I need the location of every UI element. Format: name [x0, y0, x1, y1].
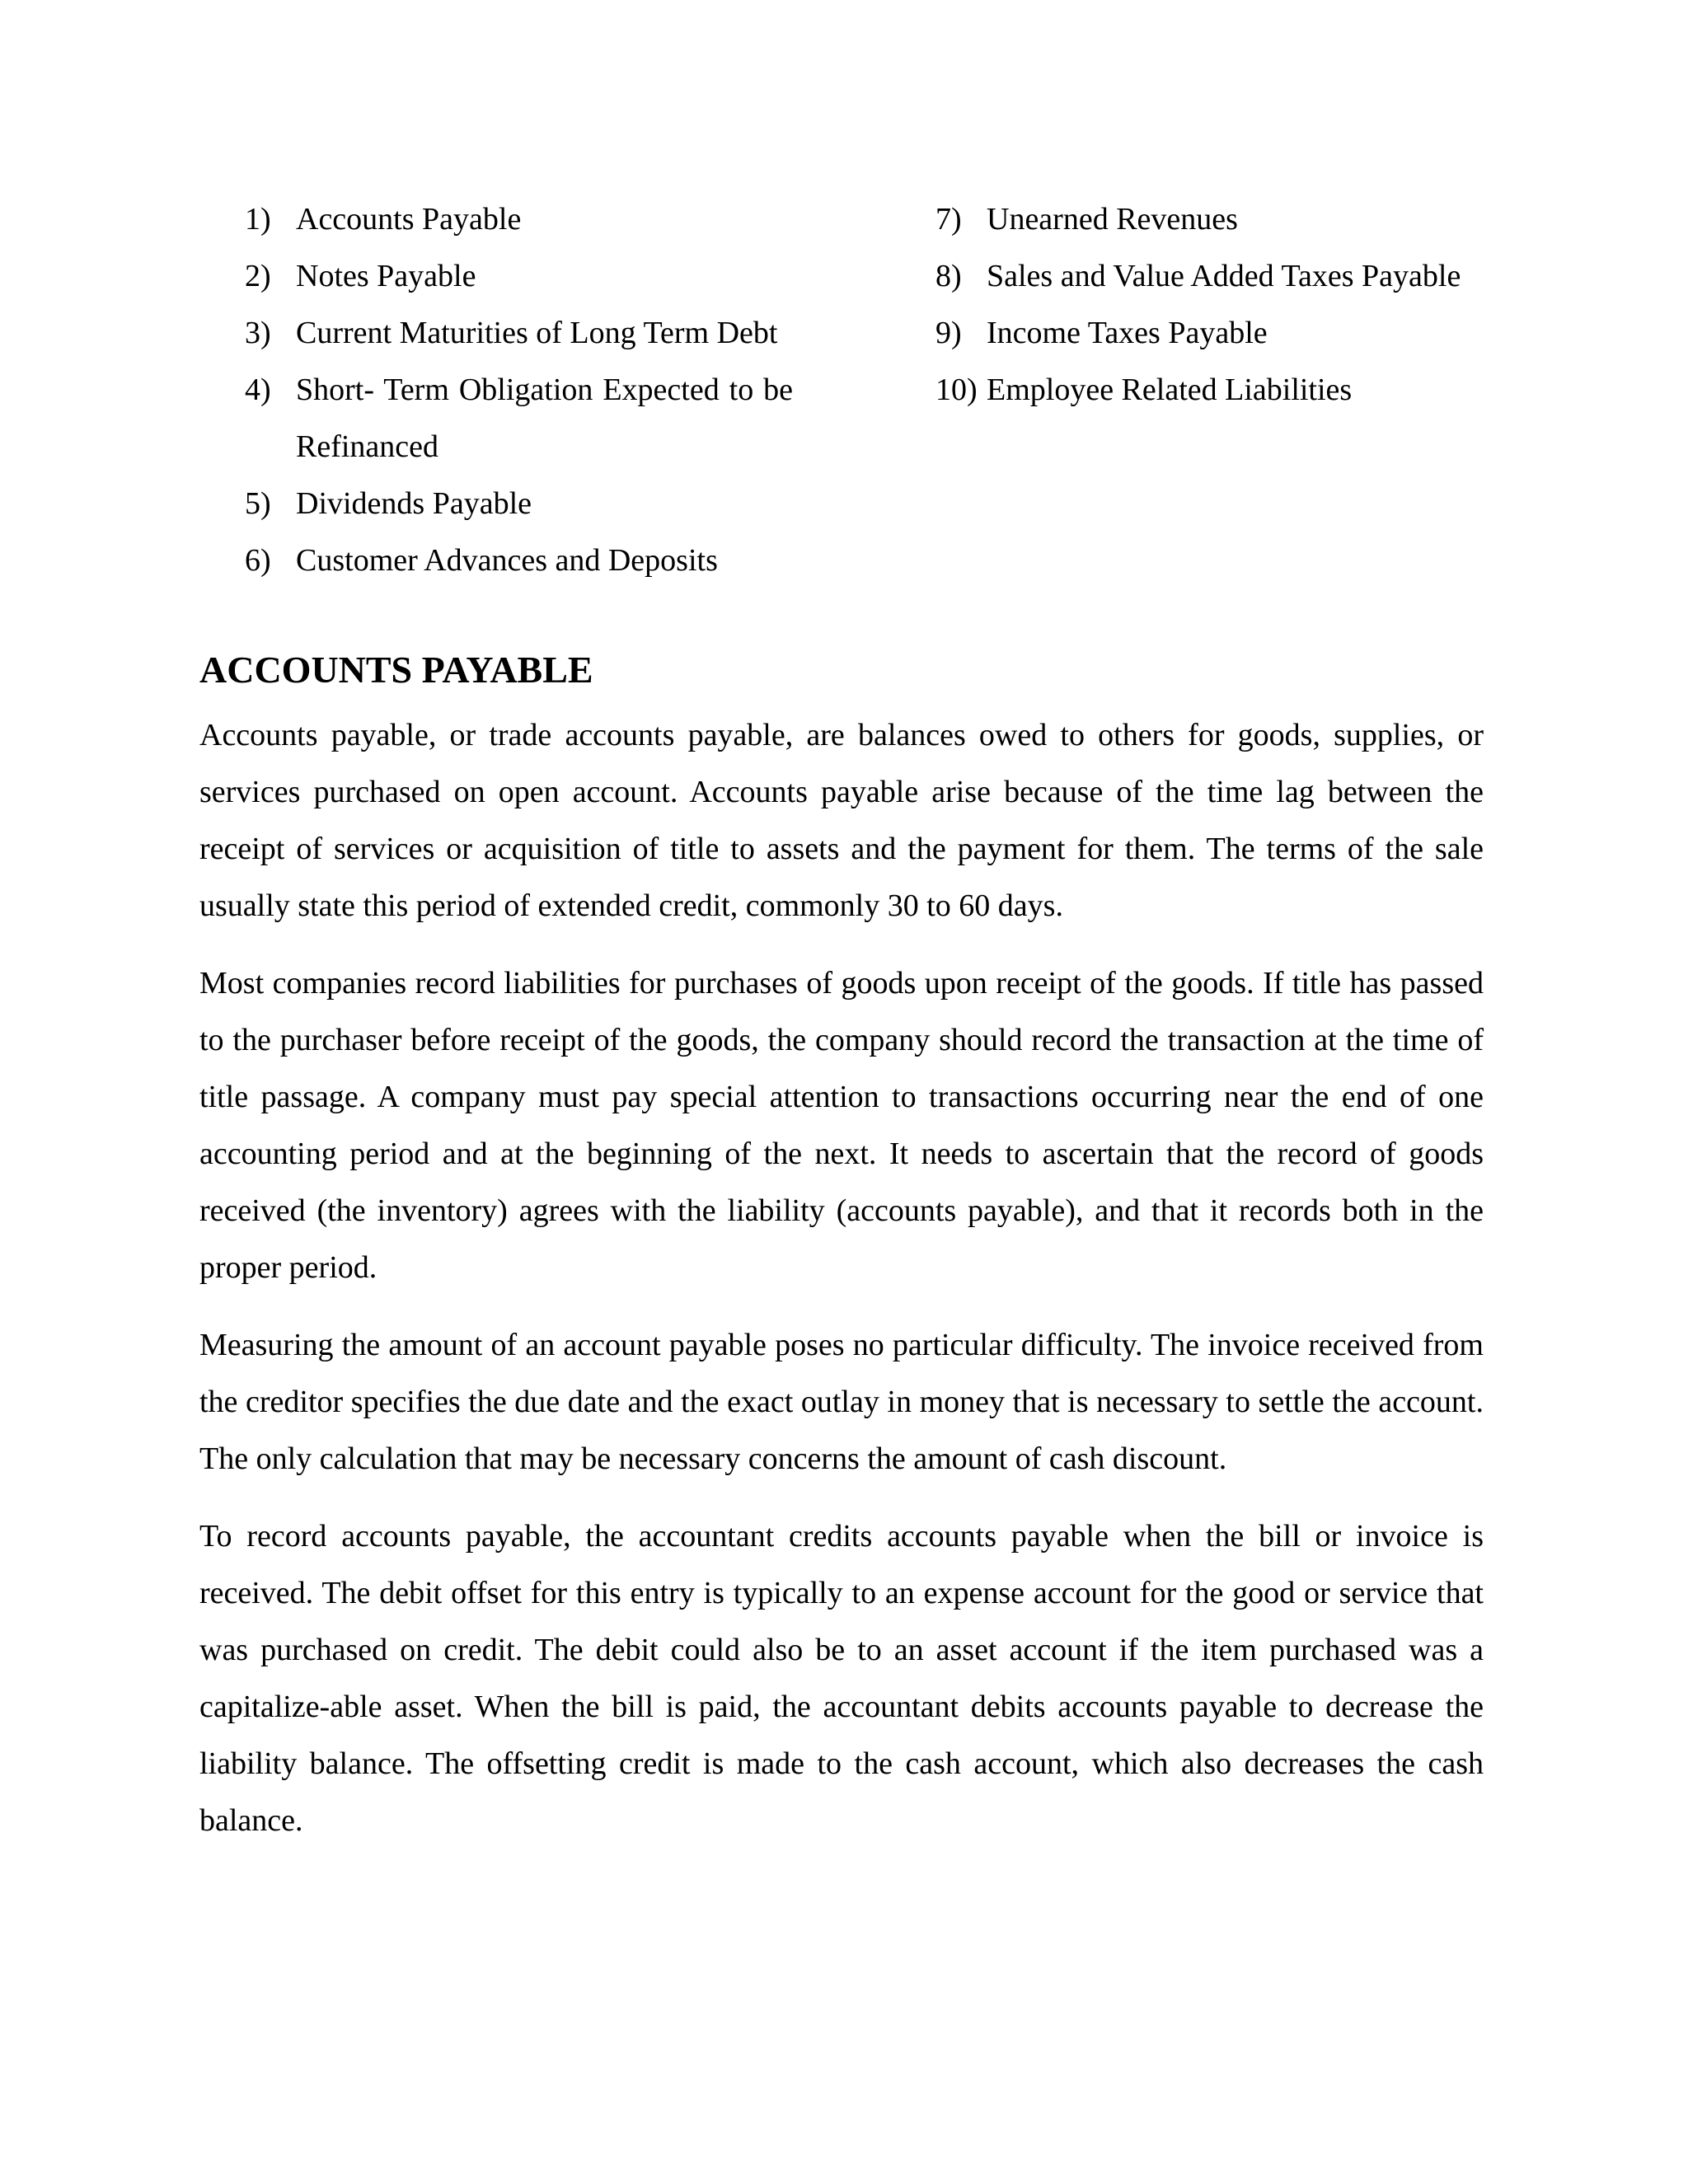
section-heading: ACCOUNTS PAYABLE	[199, 649, 593, 691]
list-item-number: 1)	[245, 202, 271, 237]
paragraph: To record accounts payable, the accountant credits accounts payable when the bill or invoice is received. The debit offset for this entry is typically to an expense account for the good or service that was purchased on credit. The debit could also be to an asset account if the item purchased was a capitalize-able asset. When the bill is paid, the accountant debits accounts payable to decrease the liability balance. The offsetting credit is made to the cash account, which also decreases the cash balance.	[199, 1519, 1484, 1838]
list-item	[245, 248, 793, 305]
list-item	[935, 305, 1484, 362]
list-item-text: Current Maturities of Long Term Debt	[296, 316, 778, 350]
list-item-text: Dividends Payable	[296, 486, 532, 521]
list-item	[935, 248, 1484, 305]
list-item	[245, 476, 793, 532]
list-item-number: 5)	[245, 486, 271, 521]
list-item-text: Income Taxes Payable	[987, 316, 1268, 350]
list-item-number: 8)	[935, 259, 962, 293]
list-item-number: 6)	[245, 543, 271, 578]
list-item-text: Accounts Payable	[296, 202, 522, 237]
list-item-text: Employee Related Liabilities	[987, 373, 1353, 407]
paragraph: Measuring the amount of an account payable poses no particular difficulty. The invoice received from the creditor specifies the due date and the exact outlay in money that is necessary to settle the account. The only calculation that may be necessary concerns the amount of cash discount.	[199, 1328, 1484, 1476]
list-item-number: 2)	[245, 259, 271, 293]
list-item-number: 9)	[935, 316, 962, 350]
list-item-text: Short- Term Obligation Expected to be Refinanced	[296, 373, 793, 464]
list-item	[245, 305, 793, 362]
list-item-number: 10)	[935, 373, 978, 407]
liabilities-list-left	[245, 191, 793, 589]
list-item	[245, 362, 793, 476]
list-item-number: 7)	[935, 202, 962, 237]
list-item	[935, 191, 1484, 248]
list-item	[245, 191, 793, 248]
list-item	[245, 532, 793, 589]
paragraph: Most companies record liabilities for purchases of goods upon receipt of the goods. If title has passed to the purchaser before receipt of the goods, the company should record the transaction at the time of title passage. A company must pay special attention to transactions occurring near the end of one accounting period and at the beginning of the next. It needs to ascertain that the record of goods received (the inventory) agrees with the liability (accounts payable), and that it records both in the proper period.	[199, 966, 1484, 1285]
list-item-text: Notes Payable	[296, 259, 476, 293]
section-body	[199, 707, 1484, 1870]
list-item-text: Unearned Revenues	[987, 202, 1238, 237]
paragraph: Accounts payable, or trade accounts payable, are balances owed to others for goods, supplies, or services purchased on open account. Accounts payable arise because of the time lag between the receipt of services or acquisition of title to assets and the payment for them. The terms of the sale usually state this period of extended credit, commonly 30 to 60 days.	[199, 718, 1484, 923]
list-item-text: Customer Advances and Deposits	[296, 543, 718, 578]
list-item	[935, 362, 1484, 419]
list-item-text: Sales and Value Added Taxes Payable	[987, 259, 1461, 293]
list-item-number: 3)	[245, 316, 271, 350]
liabilities-list-right	[935, 191, 1484, 419]
list-item-number: 4)	[245, 373, 271, 407]
